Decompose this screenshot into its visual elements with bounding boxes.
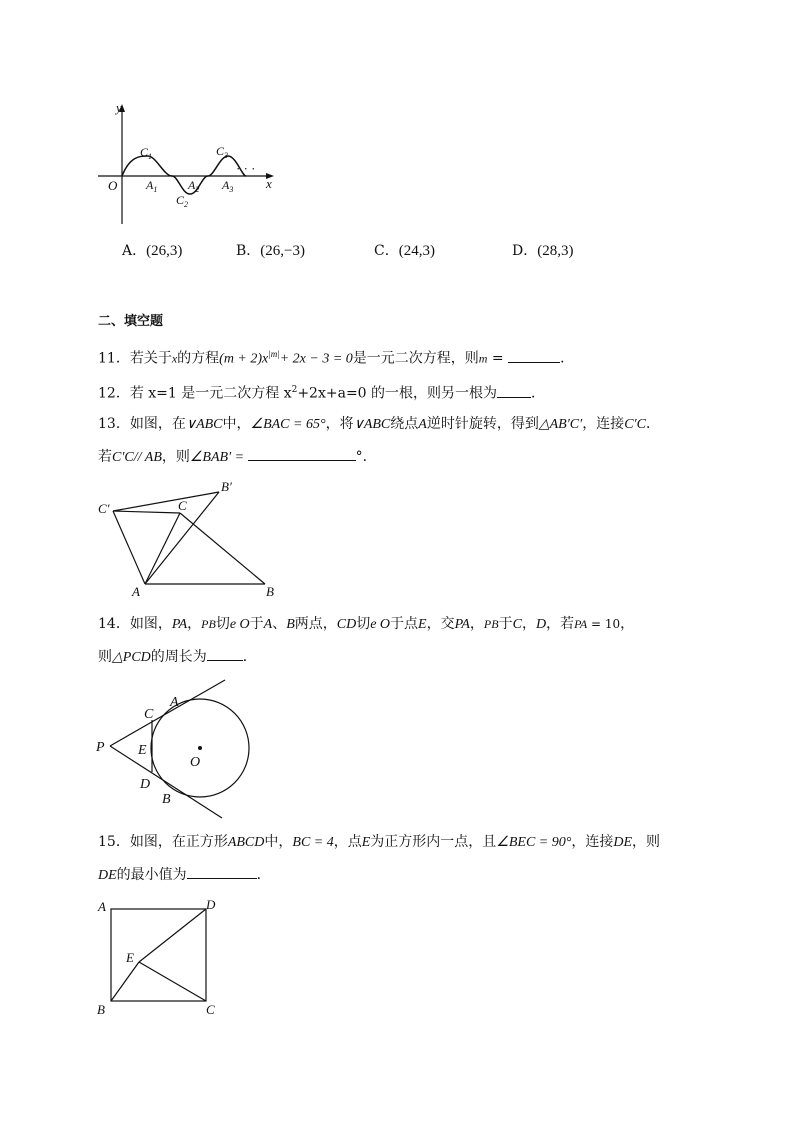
choice-b[interactable]: B．(26,−3) — [236, 243, 305, 259]
label-D: D — [206, 897, 216, 912]
square-figure — [92, 896, 232, 1022]
answer-blank-12[interactable] — [497, 383, 531, 398]
origin-label: O — [108, 178, 118, 193]
section-title: 二、填空题 — [98, 314, 164, 329]
label-D: D — [140, 777, 151, 792]
label-B-prime: B′ — [221, 479, 232, 494]
answer-blank-13[interactable] — [248, 446, 356, 461]
c1-label: $C_1$ — [140, 145, 153, 161]
question-13-line2: 若C′C// AB，则∠BAB′ = °． — [98, 446, 377, 468]
label-C: C — [206, 1002, 215, 1017]
question-11: 11．若关于x的方程$(m + 2)x^{|m|}+ 2x - 3 = 0$是一元二次方程，则m = ． — [98, 349, 575, 367]
y-axis-label: y — [116, 100, 122, 115]
rotation-triangle-figure — [92, 476, 292, 600]
choice-c[interactable]: C．(24,3) — [374, 243, 435, 259]
ellipsis: · · · — [236, 161, 256, 176]
label-C-prime: C′ — [98, 501, 110, 516]
question-15-line2: DE的最小值为 ． — [98, 864, 271, 886]
label-P: P — [96, 740, 105, 755]
label-E: E — [126, 950, 134, 965]
question-13-line1: 13．如图，在∨ABC中，∠BAC = 65°，将∨ABC绕点A逆时针旋转，得到△AB′C′，连接C′C． — [98, 416, 660, 432]
label-O: O — [190, 755, 201, 770]
a3-label: $A_3$ — [222, 178, 234, 194]
question-14-line2: 则△PCD的周长为 ． — [98, 646, 257, 668]
question-12: 12．若 x=1 是一元二次方程 $x^2+2x+a=0$ 的一根，则另一根为 ． — [98, 380, 545, 404]
label-B: B — [97, 1002, 105, 1017]
question-14-line1: 14．如图，PA，PB切e O于A、B两点，CD切e O于点E，交PA，PB于C，D，若PA = 10， — [98, 616, 635, 632]
label-C: C — [178, 498, 187, 513]
answer-blank-15[interactable] — [187, 864, 257, 879]
label-C: C — [144, 707, 154, 722]
answer-blank-11[interactable] — [508, 348, 560, 363]
label-E: E — [138, 743, 147, 758]
choice-d[interactable]: D．(28,3) — [512, 243, 574, 259]
sine-wave-figure — [90, 100, 290, 230]
c2-label: $C_2$ — [176, 193, 189, 209]
question-15-line1: 15．如图，在正方形ABCD中，BC = 4，点E为正方形内一点，且∠BEC = 90°，连接DE，则 — [98, 834, 661, 850]
c3-label: $C_3$ — [216, 144, 229, 160]
answer-blank-14[interactable] — [207, 646, 243, 661]
label-B: B — [162, 792, 171, 807]
label-B: B — [266, 584, 274, 599]
label-A: A — [132, 584, 140, 599]
label-A: A — [98, 899, 106, 914]
a1-label: $A_1$ — [146, 178, 158, 194]
a2-label: $A_2$ — [188, 178, 200, 194]
tangent-circle-figure — [90, 676, 260, 824]
x-axis-label: x — [266, 176, 272, 191]
label-A: A — [170, 695, 179, 710]
choice-a[interactable]: A．(26,3) — [122, 243, 183, 259]
